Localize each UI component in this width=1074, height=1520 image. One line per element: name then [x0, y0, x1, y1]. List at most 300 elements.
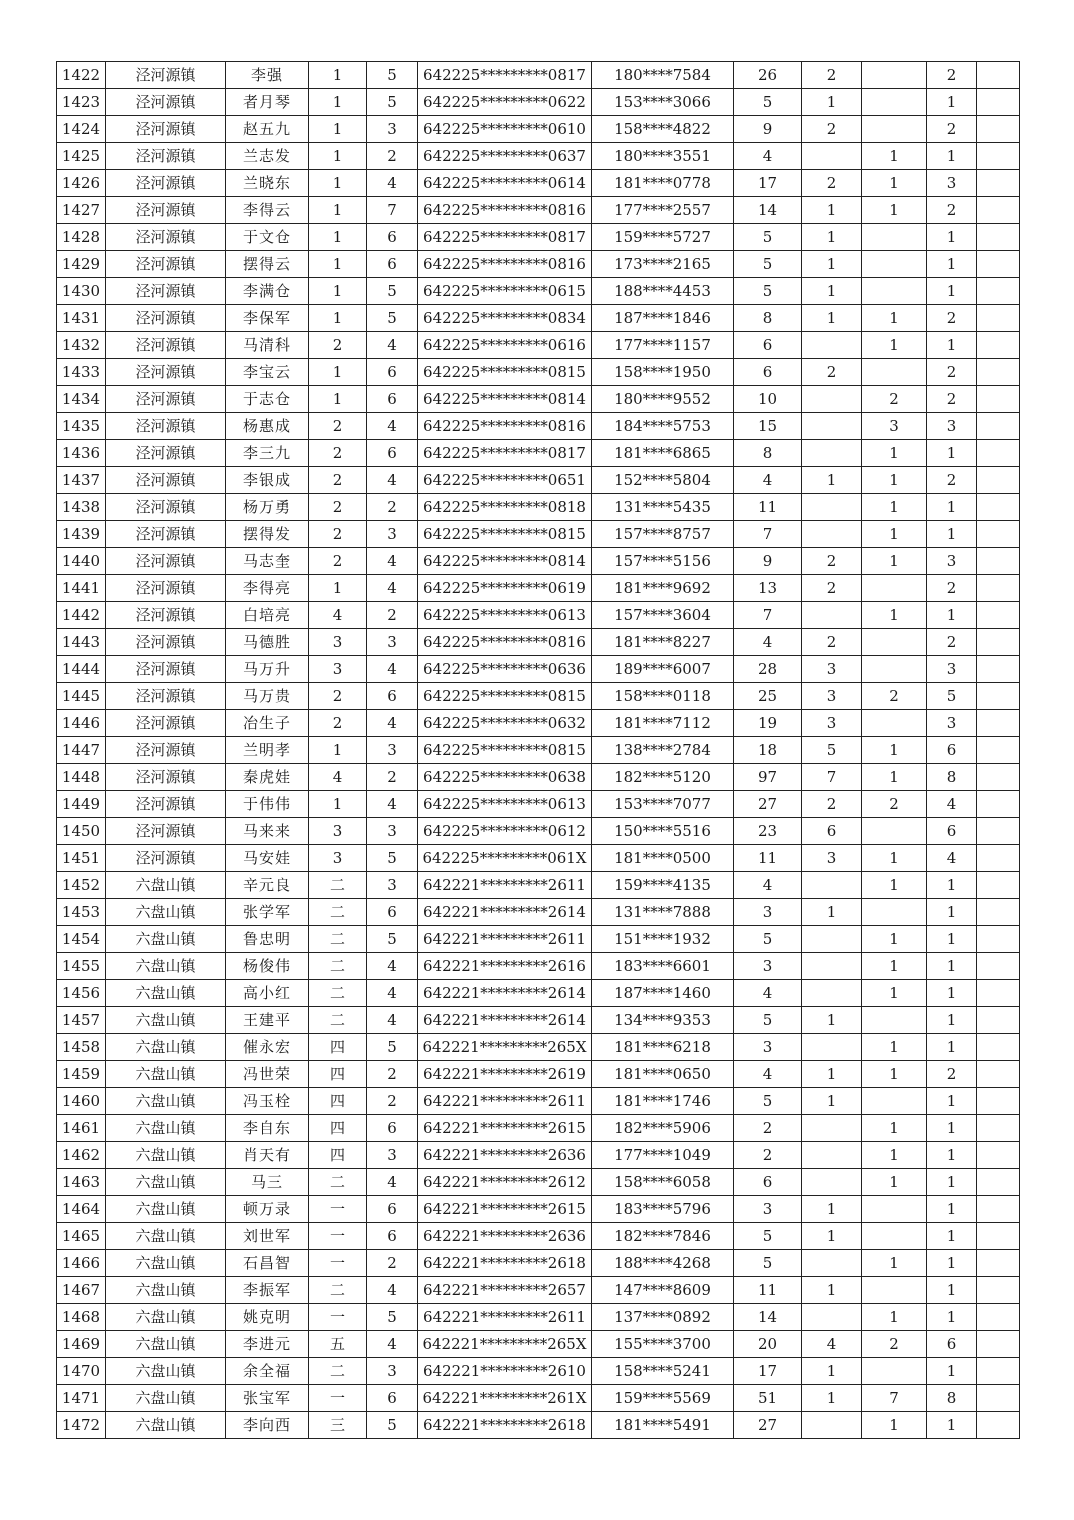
cell-group: 1 — [309, 791, 367, 818]
table-row — [57, 602, 1020, 629]
cell-no: 1447 — [57, 737, 106, 764]
cell-total: 1 — [927, 1304, 977, 1331]
cell-add-2: 1 — [862, 440, 927, 467]
cell-count: 4 — [734, 980, 802, 1007]
cell-name: 肖天有 — [226, 1142, 309, 1169]
cell-no: 1458 — [57, 1034, 106, 1061]
cell-count: 3 — [734, 1196, 802, 1223]
cell-town: 泾河源镇 — [106, 764, 226, 791]
cell-count: 14 — [734, 197, 802, 224]
cell-town: 泾河源镇 — [106, 62, 226, 89]
cell-family-size: 2 — [367, 494, 418, 521]
cell-family-size: 6 — [367, 359, 418, 386]
table-row — [57, 926, 1020, 953]
cell-name: 李强 — [226, 62, 309, 89]
cell-no: 1462 — [57, 1142, 106, 1169]
cell-add-1: 3 — [802, 683, 862, 710]
cell-name: 马清科 — [226, 332, 309, 359]
cell-add-2: 7 — [862, 1385, 927, 1412]
cell-id-number: 642225*********0818 — [418, 494, 592, 521]
cell-name: 兰晓东 — [226, 170, 309, 197]
cell-name: 顿万录 — [226, 1196, 309, 1223]
cell-phone: 189****6007 — [592, 656, 734, 683]
cell-family-size: 4 — [367, 791, 418, 818]
table-row — [57, 197, 1020, 224]
table-row — [57, 737, 1020, 764]
cell-id-number: 642221*********261X — [418, 1385, 592, 1412]
cell-group: 2 — [309, 548, 367, 575]
cell-no: 1430 — [57, 278, 106, 305]
cell-count: 3 — [734, 953, 802, 980]
cell-family-size: 3 — [367, 737, 418, 764]
cell-name: 杨惠成 — [226, 413, 309, 440]
cell-name: 于伟伟 — [226, 791, 309, 818]
cell-phone: 181****0650 — [592, 1061, 734, 1088]
cell-name: 白培亮 — [226, 602, 309, 629]
table-row — [57, 1169, 1020, 1196]
cell-no: 1454 — [57, 926, 106, 953]
cell-add-1: 1 — [802, 197, 862, 224]
cell-town: 泾河源镇 — [106, 359, 226, 386]
cell-phone: 159****5569 — [592, 1385, 734, 1412]
cell-no: 1431 — [57, 305, 106, 332]
cell-phone: 151****1932 — [592, 926, 734, 953]
cell-add-2: 1 — [862, 602, 927, 629]
cell-phone: 138****2784 — [592, 737, 734, 764]
cell-id-number: 642221*********2611 — [418, 1088, 592, 1115]
cell-group: 3 — [309, 818, 367, 845]
cell-family-size: 4 — [367, 953, 418, 980]
cell-id-number: 642225*********0610 — [418, 116, 592, 143]
cell-group: 1 — [309, 62, 367, 89]
cell-family-size: 6 — [367, 1223, 418, 1250]
table-row — [57, 1331, 1020, 1358]
cell-family-size: 4 — [367, 980, 418, 1007]
cell-remark — [977, 1277, 1020, 1304]
cell-id-number: 642225*********0637 — [418, 143, 592, 170]
cell-total: 1 — [927, 872, 977, 899]
cell-family-size: 4 — [367, 1007, 418, 1034]
cell-add-1: 2 — [802, 548, 862, 575]
table-row — [57, 791, 1020, 818]
cell-town: 六盘山镇 — [106, 872, 226, 899]
cell-group: 1 — [309, 170, 367, 197]
cell-count: 18 — [734, 737, 802, 764]
cell-add-2: 1 — [862, 143, 927, 170]
cell-count: 19 — [734, 710, 802, 737]
cell-group: 3 — [309, 845, 367, 872]
cell-count: 5 — [734, 1088, 802, 1115]
cell-group: 2 — [309, 440, 367, 467]
cell-phone: 158****4822 — [592, 116, 734, 143]
cell-group: 二 — [309, 926, 367, 953]
cell-group: 2 — [309, 494, 367, 521]
cell-count: 27 — [734, 791, 802, 818]
cell-id-number: 642225*********0613 — [418, 791, 592, 818]
cell-group: 一 — [309, 1250, 367, 1277]
cell-no: 1472 — [57, 1412, 106, 1439]
cell-phone: 147****8609 — [592, 1277, 734, 1304]
cell-group: 1 — [309, 278, 367, 305]
cell-name: 摆得云 — [226, 251, 309, 278]
cell-town: 泾河源镇 — [106, 521, 226, 548]
cell-no: 1439 — [57, 521, 106, 548]
cell-id-number: 642221*********265X — [418, 1034, 592, 1061]
cell-count: 13 — [734, 575, 802, 602]
cell-id-number: 642225*********0815 — [418, 737, 592, 764]
cell-name: 马安娃 — [226, 845, 309, 872]
cell-group: 二 — [309, 1277, 367, 1304]
cell-town: 泾河源镇 — [106, 197, 226, 224]
cell-family-size: 4 — [367, 467, 418, 494]
cell-count: 6 — [734, 332, 802, 359]
cell-id-number: 642225*********0816 — [418, 251, 592, 278]
cell-remark — [977, 683, 1020, 710]
cell-town: 泾河源镇 — [106, 602, 226, 629]
cell-group: 1 — [309, 224, 367, 251]
cell-add-2: 1 — [862, 494, 927, 521]
cell-phone: 181****6865 — [592, 440, 734, 467]
cell-add-2 — [862, 1088, 927, 1115]
cell-total: 3 — [927, 413, 977, 440]
cell-phone: 180****3551 — [592, 143, 734, 170]
cell-group: 二 — [309, 1358, 367, 1385]
cell-add-1: 6 — [802, 818, 862, 845]
cell-name: 李得亮 — [226, 575, 309, 602]
table-row — [57, 278, 1020, 305]
cell-add-1 — [802, 1115, 862, 1142]
cell-add-1 — [802, 1412, 862, 1439]
cell-id-number: 642225*********0614 — [418, 170, 592, 197]
table-row — [57, 332, 1020, 359]
cell-count: 10 — [734, 386, 802, 413]
cell-family-size: 5 — [367, 89, 418, 116]
cell-add-1 — [802, 1250, 862, 1277]
cell-count: 25 — [734, 683, 802, 710]
table-row — [57, 1061, 1020, 1088]
cell-total: 1 — [927, 1277, 977, 1304]
cell-remark — [977, 305, 1020, 332]
cell-add-1: 1 — [802, 251, 862, 278]
cell-add-1: 2 — [802, 170, 862, 197]
cell-family-size: 3 — [367, 521, 418, 548]
cell-total: 6 — [927, 1331, 977, 1358]
cell-name: 姚克明 — [226, 1304, 309, 1331]
cell-group: 一 — [309, 1304, 367, 1331]
cell-total: 2 — [927, 1061, 977, 1088]
cell-group: 五 — [309, 1331, 367, 1358]
cell-no: 1443 — [57, 629, 106, 656]
table-row — [57, 980, 1020, 1007]
cell-id-number: 642225*********0615 — [418, 278, 592, 305]
cell-total: 1 — [927, 1169, 977, 1196]
cell-add-1 — [802, 494, 862, 521]
table-row — [57, 710, 1020, 737]
cell-group: 2 — [309, 413, 367, 440]
cell-add-1 — [802, 521, 862, 548]
cell-family-size: 3 — [367, 872, 418, 899]
cell-remark — [977, 494, 1020, 521]
cell-id-number: 642225*********0632 — [418, 710, 592, 737]
cell-town: 六盘山镇 — [106, 1088, 226, 1115]
cell-town: 六盘山镇 — [106, 1412, 226, 1439]
cell-total: 1 — [927, 1034, 977, 1061]
cell-town: 六盘山镇 — [106, 1358, 226, 1385]
cell-remark — [977, 251, 1020, 278]
table-row — [57, 683, 1020, 710]
cell-no: 1450 — [57, 818, 106, 845]
cell-town: 泾河源镇 — [106, 413, 226, 440]
cell-add-1: 2 — [802, 791, 862, 818]
cell-no: 1438 — [57, 494, 106, 521]
cell-phone: 181****0778 — [592, 170, 734, 197]
cell-town: 泾河源镇 — [106, 224, 226, 251]
cell-count: 11 — [734, 494, 802, 521]
cell-add-2: 1 — [862, 926, 927, 953]
cell-id-number: 642225*********0616 — [418, 332, 592, 359]
table-row — [57, 1142, 1020, 1169]
cell-phone: 137****0892 — [592, 1304, 734, 1331]
cell-town: 泾河源镇 — [106, 89, 226, 116]
cell-count: 5 — [734, 251, 802, 278]
cell-name: 辛元良 — [226, 872, 309, 899]
cell-remark — [977, 575, 1020, 602]
cell-no: 1467 — [57, 1277, 106, 1304]
cell-group: 四 — [309, 1142, 367, 1169]
cell-phone: 158****5241 — [592, 1358, 734, 1385]
table-row — [57, 1034, 1020, 1061]
cell-town: 泾河源镇 — [106, 116, 226, 143]
cell-add-1: 1 — [802, 467, 862, 494]
cell-phone: 157****5156 — [592, 548, 734, 575]
cell-total: 1 — [927, 1223, 977, 1250]
cell-family-size: 2 — [367, 764, 418, 791]
cell-name: 马德胜 — [226, 629, 309, 656]
cell-no: 1425 — [57, 143, 106, 170]
cell-family-size: 2 — [367, 602, 418, 629]
cell-remark — [977, 1088, 1020, 1115]
cell-add-1: 2 — [802, 359, 862, 386]
cell-remark — [977, 1358, 1020, 1385]
cell-town: 六盘山镇 — [106, 926, 226, 953]
cell-no: 1451 — [57, 845, 106, 872]
cell-id-number: 642221*********2618 — [418, 1412, 592, 1439]
cell-remark — [977, 656, 1020, 683]
table-row — [57, 1115, 1020, 1142]
cell-phone: 131****5435 — [592, 494, 734, 521]
cell-remark — [977, 926, 1020, 953]
cell-name: 李得云 — [226, 197, 309, 224]
cell-remark — [977, 170, 1020, 197]
cell-total: 1 — [927, 1196, 977, 1223]
cell-remark — [977, 1196, 1020, 1223]
cell-town: 泾河源镇 — [106, 710, 226, 737]
cell-town: 泾河源镇 — [106, 791, 226, 818]
cell-town: 泾河源镇 — [106, 170, 226, 197]
cell-add-2 — [862, 1358, 927, 1385]
cell-name: 余全福 — [226, 1358, 309, 1385]
cell-family-size: 4 — [367, 710, 418, 737]
cell-count: 5 — [734, 278, 802, 305]
cell-phone: 181****8227 — [592, 629, 734, 656]
cell-add-2 — [862, 1196, 927, 1223]
cell-group: 1 — [309, 305, 367, 332]
cell-total: 2 — [927, 467, 977, 494]
cell-group: 2 — [309, 467, 367, 494]
cell-family-size: 6 — [367, 899, 418, 926]
cell-phone: 181****6218 — [592, 1034, 734, 1061]
cell-id-number: 642225*********0815 — [418, 521, 592, 548]
cell-group: 一 — [309, 1196, 367, 1223]
cell-no: 1460 — [57, 1088, 106, 1115]
cell-add-2: 1 — [862, 170, 927, 197]
cell-group: 二 — [309, 1169, 367, 1196]
cell-id-number: 642221*********2610 — [418, 1358, 592, 1385]
cell-no: 1445 — [57, 683, 106, 710]
cell-phone: 183****5796 — [592, 1196, 734, 1223]
cell-add-1 — [802, 143, 862, 170]
cell-add-1: 7 — [802, 764, 862, 791]
cell-town: 六盘山镇 — [106, 1196, 226, 1223]
cell-no: 1465 — [57, 1223, 106, 1250]
cell-remark — [977, 1385, 1020, 1412]
cell-family-size: 2 — [367, 143, 418, 170]
cell-name: 李振军 — [226, 1277, 309, 1304]
cell-add-2 — [862, 278, 927, 305]
cell-no: 1423 — [57, 89, 106, 116]
cell-phone: 181****1746 — [592, 1088, 734, 1115]
cell-family-size: 4 — [367, 656, 418, 683]
cell-id-number: 642221*********2614 — [418, 899, 592, 926]
cell-name: 兰明孝 — [226, 737, 309, 764]
cell-total: 6 — [927, 818, 977, 845]
cell-family-size: 4 — [367, 1169, 418, 1196]
cell-no: 1471 — [57, 1385, 106, 1412]
cell-phone: 188****4268 — [592, 1250, 734, 1277]
cell-group: 3 — [309, 629, 367, 656]
cell-count: 97 — [734, 764, 802, 791]
cell-group: 一 — [309, 1385, 367, 1412]
cell-phone: 181****0500 — [592, 845, 734, 872]
table-row — [57, 89, 1020, 116]
cell-remark — [977, 548, 1020, 575]
cell-count: 27 — [734, 1412, 802, 1439]
cell-add-2: 1 — [862, 1115, 927, 1142]
cell-add-1 — [802, 440, 862, 467]
cell-add-1: 3 — [802, 656, 862, 683]
cell-add-2: 2 — [862, 1331, 927, 1358]
cell-name: 兰志发 — [226, 143, 309, 170]
cell-phone: 181****9692 — [592, 575, 734, 602]
table-row — [57, 1277, 1020, 1304]
cell-family-size: 5 — [367, 926, 418, 953]
cell-id-number: 642225*********0817 — [418, 224, 592, 251]
cell-family-size: 4 — [367, 170, 418, 197]
cell-count: 2 — [734, 1142, 802, 1169]
cell-total: 1 — [927, 899, 977, 926]
cell-phone: 181****7112 — [592, 710, 734, 737]
cell-remark — [977, 521, 1020, 548]
cell-phone: 182****7846 — [592, 1223, 734, 1250]
cell-no: 1441 — [57, 575, 106, 602]
cell-family-size: 6 — [367, 1385, 418, 1412]
cell-no: 1446 — [57, 710, 106, 737]
cell-total: 1 — [927, 494, 977, 521]
cell-no: 1469 — [57, 1331, 106, 1358]
cell-no: 1432 — [57, 332, 106, 359]
cell-no: 1440 — [57, 548, 106, 575]
cell-id-number: 642225*********0815 — [418, 683, 592, 710]
cell-count: 8 — [734, 305, 802, 332]
cell-phone: 150****5516 — [592, 818, 734, 845]
cell-count: 3 — [734, 899, 802, 926]
cell-name: 秦虎娃 — [226, 764, 309, 791]
cell-total: 1 — [927, 440, 977, 467]
cell-town: 泾河源镇 — [106, 656, 226, 683]
cell-count: 51 — [734, 1385, 802, 1412]
cell-id-number: 642225*********0815 — [418, 359, 592, 386]
cell-add-2: 1 — [862, 521, 927, 548]
cell-total: 1 — [927, 1142, 977, 1169]
cell-remark — [977, 764, 1020, 791]
cell-no: 1436 — [57, 440, 106, 467]
cell-phone: 158****1950 — [592, 359, 734, 386]
cell-phone: 153****3066 — [592, 89, 734, 116]
cell-town: 六盘山镇 — [106, 899, 226, 926]
cell-add-2: 1 — [862, 548, 927, 575]
cell-total: 4 — [927, 845, 977, 872]
cell-id-number: 642221*********2619 — [418, 1061, 592, 1088]
cell-town: 六盘山镇 — [106, 1385, 226, 1412]
cell-add-2: 1 — [862, 305, 927, 332]
cell-add-1: 3 — [802, 845, 862, 872]
cell-phone: 177****1049 — [592, 1142, 734, 1169]
cell-town: 泾河源镇 — [106, 548, 226, 575]
cell-count: 5 — [734, 89, 802, 116]
cell-remark — [977, 899, 1020, 926]
cell-id-number: 642221*********2612 — [418, 1169, 592, 1196]
cell-town: 泾河源镇 — [106, 305, 226, 332]
cell-add-2: 3 — [862, 413, 927, 440]
cell-add-2 — [862, 629, 927, 656]
cell-add-2: 2 — [862, 683, 927, 710]
cell-add-2: 2 — [862, 791, 927, 818]
cell-phone: 183****6601 — [592, 953, 734, 980]
table-row — [57, 359, 1020, 386]
cell-town: 泾河源镇 — [106, 818, 226, 845]
table-row — [57, 1223, 1020, 1250]
table-row — [57, 764, 1020, 791]
cell-total: 2 — [927, 629, 977, 656]
cell-add-2 — [862, 116, 927, 143]
cell-count: 17 — [734, 170, 802, 197]
cell-group: 1 — [309, 359, 367, 386]
cell-add-2: 1 — [862, 332, 927, 359]
cell-no: 1457 — [57, 1007, 106, 1034]
cell-id-number: 642225*********0816 — [418, 413, 592, 440]
cell-id-number: 642221*********2618 — [418, 1250, 592, 1277]
cell-remark — [977, 602, 1020, 629]
cell-remark — [977, 710, 1020, 737]
cell-total: 1 — [927, 332, 977, 359]
table-row — [57, 251, 1020, 278]
cell-id-number: 642221*********2636 — [418, 1142, 592, 1169]
table-row — [57, 1250, 1020, 1277]
cell-id-number: 642225*********0817 — [418, 440, 592, 467]
cell-remark — [977, 467, 1020, 494]
cell-count: 5 — [734, 1223, 802, 1250]
cell-remark — [977, 1223, 1020, 1250]
